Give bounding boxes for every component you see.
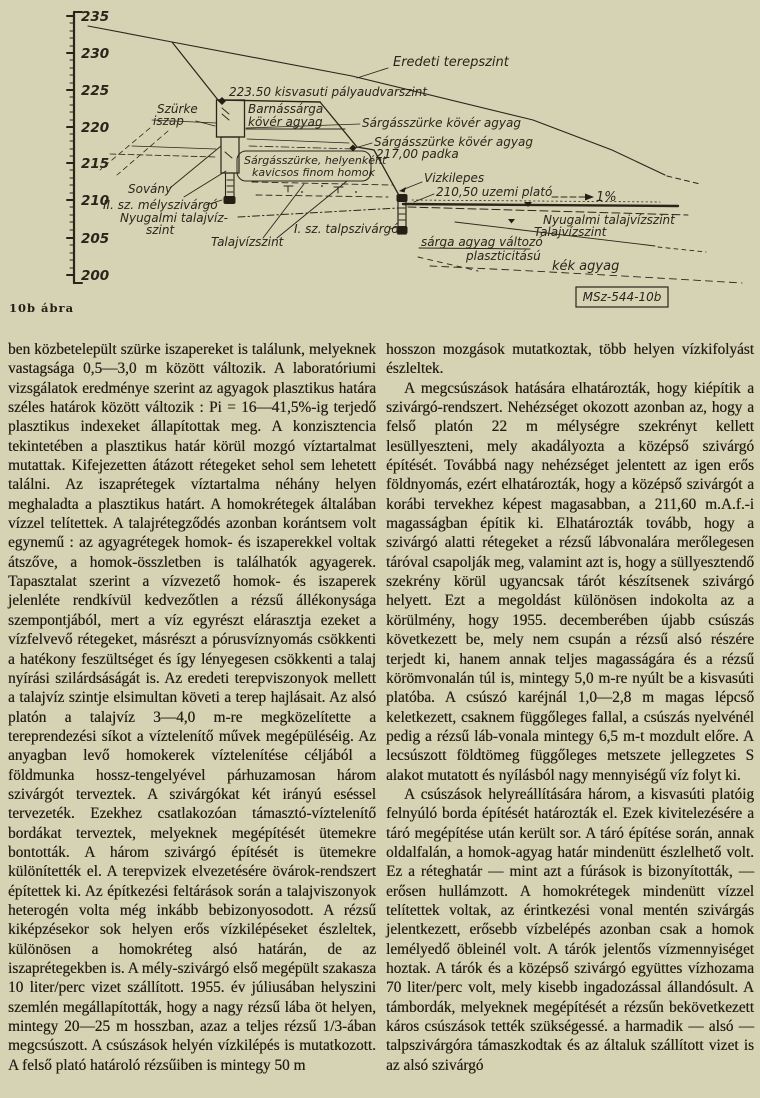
axis-tick: 210 (81, 193, 110, 209)
label-brown-clay: kövér agyag (248, 115, 323, 129)
axis-tick: 235 (81, 9, 110, 25)
label-yellowgrey-clay-lower: Sárgásszürke kövér agyag (374, 135, 533, 149)
left-column (8, 340, 376, 1075)
label-reference-number: MSz-544-10b (582, 290, 662, 304)
figure-cross-section (0, 0, 760, 318)
cross-section-svg (0, 0, 760, 318)
label-brown-clay: Barnássárga (248, 102, 324, 116)
label-toe-drain: I. sz. talpszivárgó (294, 222, 399, 236)
sand-layer-symbols (284, 185, 357, 193)
label-groundwater-right: Talajvízszint (534, 225, 607, 239)
label-yellow-clay: plaszticitású (466, 249, 541, 263)
label-original-ground: Eredeti terepszint (393, 55, 509, 70)
label-static-groundwater-right: Nyugalmi talajvízszint (543, 213, 675, 227)
paragraph: hosszon mozgások mutatkoztak, több helyen vízkifolyást észleltek. (386, 341, 754, 378)
label-yellowgrey-clay-upper: Sárgásszürke kövér agyag (362, 116, 521, 130)
text-columns (8, 340, 754, 1075)
label-grey-silt: iszap (153, 114, 184, 128)
label-static-groundwater-left: Nyugalmi talajvíz- (120, 211, 228, 225)
slope-arrow (552, 194, 594, 201)
paragraph: A megcsúszások hatására elhatározták, hogy kiépítik a szivárgó-rendszert. Nehézséget okozott azonban az, hogy a felső platón 22 m mélységre szekrényt kellett lesüllyeszteni, mely akadályozta a középső szivárgó építését. Továbbá nagy nehézséget jelentett az igen erős földnyomás, ezért elhatározták, hogy a középső szivárgót a korábi tervekhez képest magasabban, a 211,60 m.A.f.-i magasságban építik ki. Elhatározták tovább, hogy a szivárgó alatti rétegeket a rézsű lábvonalára merőlegesen táróval csapolják meg, valamint azt is, hogy a süllyesztendő szekrény körül ugyancsak tárót készítsenek szivárgó helyett. Ezt a megoldást különösen indokolta az a körülmény, hogy 1955. decemberében újabb csúszás következett be, mely nem csupán a rézsű alsó részére terjedt ki, hanem annak teljes magasságára és a rézsű körömvonalán túl is, mintegy 5,0 m-re nyúlt be a kisvasúti platóba. A csúszó karéjnál 1,0—2,8 m magas lépcső keletkezett, csaknem függőleges fallal, a csúszás nyelvénél pedig a rézsű láb-vonala mintegy 6,5 m-t mozdult előre. A lecsúszott földtömeg függőleges metszete jellegzetes S alakot mutatott és nyílásból nagy mennyiségű víz folyt ki. (386, 379, 754, 784)
label-yellow-clay: sárga agyag változó (421, 235, 543, 249)
axis-tick-labels (81, 9, 109, 284)
axis-tick: 230 (81, 46, 110, 62)
axis-tick: 220 (81, 120, 110, 136)
label-static-groundwater-left: szint (146, 223, 175, 237)
right-column (386, 340, 754, 1075)
paragraph: A csúszások helyreállítására három, a kisvasúti platóig felnyúló borda építését határozták el. Ezek kivitelezésére a táró megépítése után került sor. A táró építése során, annak oldalfalán, a homok-agyag határ mindenütt észlelhető volt. Ez a réteghatár — mint azt a fúrások is bizonyították, — erősen hullámzott. A homokrétegek mindenütt vízzel telítettek voltak, az érintkezési vonal mentén szivárgás jelentkezett, erősebb vízbelépés azonban csak a homok lemélyedő öbleinél volt. A tárók jelentős vízmennyiséget hoztak. A tárók és a középső szivárgó együttes vízhozama 70 liter/perc volt, mely kisebb ingadozással állandósult. A támbordák, melyeknek megépítését a rézsűn bekövetkezett káros csúszások tették szükségessé. a harmadik — alsó — talpszivárgóra támaszkodtak és az általuk szállított vizet is az alsó szivárgó (386, 785, 754, 1074)
label-groundwater-left: Talajvízszint (211, 235, 284, 249)
figure-caption: 10b ábra (9, 301, 75, 315)
label-fine-sand: kavicsos finom homok (252, 166, 375, 179)
axis-tick: 205 (81, 231, 110, 247)
label-slope-percent: 1% (596, 190, 617, 205)
label-working-platform: 210,50 uzemi plató (436, 185, 553, 199)
paragraph: ben közbetelepült szürke iszapereket is találunk, melyeknek vastagsága 0,5—3,0 m között változik. A laboratóriumi vizsgálatok eredménye szerint az agyagok plasztikus határa széles határok között változik : Pi = 16—41,5%-ig terjedő plasztikus indexeket állapítottak meg. A konzisztencia tekintetében a plasztikus határ körül mozgó víztartalmat mutattak. Kifejezetten átázott rétegeket sehol sem lehetett találni. Az iszaprétegek víztartalma néhány helyen meghaladta a plasztikus határt. A homokrétegek általában vízzel telítettek. A talajrétegződés azonban korántsem volt egynemű : az agyagrétegek homok- és iszaperekkel voltak átszőve, a homok-összletben is találhatók agyagerek. Tapasztalat szerint a vízvezető homok- és iszaperek jelenléte rendkívül kedvezőtlen a rézsű állékonysága szempontjából, mert a víz egyrészt elárasztja ezeket a vízfelvevő rétegeket, másrészt a pórusvíznyomás csökkenti a hatékony feszültséget és így lényegesen csökkenti a talaj nyírási szilárdsáságát is. Az eredeti terepviszonyok mellett a talajvíz szintje elsimultan követi a terep hajlásait. Az alsó platón a talajvíz 3—4,0 m-re megközelítette a tereprendezési síkot a víztelenítő művek megépüléséig. Az anyagban levő homokerek víztelenítése céljából a földmunka hossz-tengelyével párhuzamosan három szivárgót terveztek. A szivárgókat két irányú eséssel tervezeték. Ezekhez csatlakozóan támasztó-víztelenítő bordákat terveztek, melyeknek megépítését ütemekre bontották. A három szivárgó építését is ütemekre különítették el. A terepvizek elvezetésére övárok-rendszert építettek ki. Az építkezési feltárások során a talajviszonyok heterogén volta még inkább bebizonyosodott. A rézsű kiképzésekor sok helyen erős vízkilépéseket észleltek, különösen a homokréteg alsó határán, de az iszaprétegekben is. A mély-szivárgó első megépült szakasza 10 liter/perc vizet szállított. 1955. év júliusában helyszini szemlén megállapították, hogy a nagy rézsű lába öt helyen, mintegy 20—25 m hosszban, azaz a teljes rézsű 1/3-ában megcsúszott. A csúszások helyén vízkilépés is mutatkozott. A felső plató határoló rézsűiben is mintegy 50 m (8, 341, 376, 1074)
deep-drain-shaft (217, 97, 245, 204)
axis-tick: 225 (81, 83, 110, 99)
label-fine-sand: Sárgásszürke, helyenként (244, 154, 387, 167)
label-grey-silt: Szürke (157, 102, 198, 116)
label-berm: 217,00 padka (376, 147, 459, 161)
label-lean: Sovány (128, 182, 173, 196)
axis-tick: 200 (81, 268, 110, 284)
elevation-axis (67, 12, 82, 283)
label-water-outlet: Vizkilepes (424, 171, 485, 185)
label-railway-level: 223.50 kisvasuti pályaudvarszint (229, 85, 428, 99)
label-deep-drain: II. sz. mélyszivárgó (103, 198, 218, 212)
label-blue-clay: kék agyag (552, 259, 620, 274)
axis-tick: 215 (81, 156, 110, 172)
